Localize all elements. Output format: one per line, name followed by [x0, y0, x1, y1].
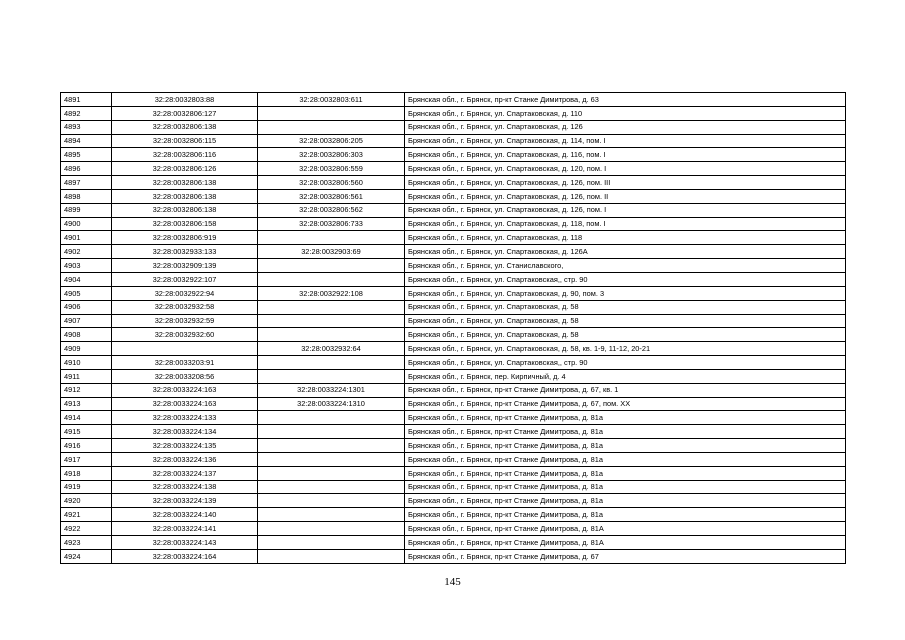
table-row [61, 245, 846, 259]
cadastral-number-cell: 32:28:0033224:139 [112, 494, 258, 508]
premises-cadastral-number-cell [258, 328, 405, 342]
address-cell: Брянская обл., г. Брянск, ул. Спартаковская, д. 126, пом. I [405, 203, 846, 217]
premises-cadastral-number-cell [258, 272, 405, 286]
premises-cadastral-number-cell: 32:28:0032806:303 [258, 148, 405, 162]
table-row [61, 259, 846, 273]
premises-cadastral-number-cell: 32:28:0032806:205 [258, 134, 405, 148]
table-row [61, 300, 846, 314]
cadastral-number-cell: 32:28:0033224:164 [112, 549, 258, 563]
table-row [61, 508, 846, 522]
table-row [61, 217, 846, 231]
address-cell: Брянская обл., г. Брянск, ул. Спартаковская, д. 126А [405, 245, 846, 259]
table-row [61, 342, 846, 356]
cadastral-number-cell: 32:28:0032803:88 [112, 93, 258, 107]
table-row [61, 411, 846, 425]
address-cell: Брянская обл., г. Брянск, ул. Спартаковская, д. 58 [405, 300, 846, 314]
row-number-cell: 4897 [61, 176, 112, 190]
table-row [61, 425, 846, 439]
row-number-cell: 4912 [61, 383, 112, 397]
cadastral-number-cell: 32:28:0032932:58 [112, 300, 258, 314]
table-row [61, 314, 846, 328]
cadastral-number-cell: 32:28:0033224:136 [112, 452, 258, 466]
cadastral-number-cell: 32:28:0032932:60 [112, 328, 258, 342]
premises-cadastral-number-cell [258, 536, 405, 550]
address-cell: Брянская обл., г. Брянск, ул. Спартаковская, д. 58 [405, 314, 846, 328]
registry-table-body [61, 93, 846, 564]
cadastral-number-cell [112, 342, 258, 356]
address-cell: Брянская обл., г. Брянск, пр-кт Станке Димитрова, д. 81а [405, 425, 846, 439]
cadastral-number-cell: 32:28:0032806:138 [112, 176, 258, 190]
table-row [61, 536, 846, 550]
cadastral-number-cell: 32:28:0033224:138 [112, 480, 258, 494]
premises-cadastral-number-cell: 32:28:0032803:611 [258, 93, 405, 107]
table-row [61, 452, 846, 466]
cadastral-number-cell: 32:28:0033224:163 [112, 397, 258, 411]
address-cell: Брянская обл., г. Брянск, пр-кт Станке Димитрова, д. 63 [405, 93, 846, 107]
row-number-cell: 4914 [61, 411, 112, 425]
address-cell: Брянская обл., г. Брянск, пр-кт Станке Димитрова, д. 81а [405, 494, 846, 508]
premises-cadastral-number-cell [258, 508, 405, 522]
premises-cadastral-number-cell [258, 466, 405, 480]
address-cell: Брянская обл., г. Брянск, пр-кт Станке Димитрова, д. 81а [405, 411, 846, 425]
address-cell: Брянская обл., г. Брянск, ул. Спартаковская, д. 58 [405, 328, 846, 342]
cadastral-number-cell: 32:28:0033224:135 [112, 439, 258, 453]
row-number-cell: 4920 [61, 494, 112, 508]
row-number-cell: 4903 [61, 259, 112, 273]
row-number-cell: 4921 [61, 508, 112, 522]
row-number-cell: 4894 [61, 134, 112, 148]
table-row [61, 439, 846, 453]
premises-cadastral-number-cell [258, 522, 405, 536]
row-number-cell: 4892 [61, 106, 112, 120]
premises-cadastral-number-cell: 32:28:0032922:108 [258, 286, 405, 300]
address-cell: Брянская обл., г. Брянск, пр-кт Станке Димитрова, д. 81а [405, 480, 846, 494]
table-row [61, 272, 846, 286]
address-cell: Брянская обл., г. Брянск, ул. Спартаковская,, стр. 90 [405, 272, 846, 286]
table-row [61, 106, 846, 120]
premises-cadastral-number-cell [258, 120, 405, 134]
cadastral-number-cell: 32:28:0033224:137 [112, 466, 258, 480]
premises-cadastral-number-cell [258, 231, 405, 245]
premises-cadastral-number-cell: 32:28:0033224:1310 [258, 397, 405, 411]
premises-cadastral-number-cell [258, 425, 405, 439]
table-row [61, 494, 846, 508]
cadastral-number-cell: 32:28:0033224:143 [112, 536, 258, 550]
cadastral-number-cell: 32:28:0032933:133 [112, 245, 258, 259]
address-cell: Брянская обл., г. Брянск, пр-кт Станке Димитрова, д. 81а [405, 466, 846, 480]
cadastral-number-cell: 32:28:0033208:56 [112, 369, 258, 383]
row-number-cell: 4904 [61, 272, 112, 286]
row-number-cell: 4911 [61, 369, 112, 383]
table-row [61, 148, 846, 162]
premises-cadastral-number-cell [258, 300, 405, 314]
table-row [61, 189, 846, 203]
cadastral-number-cell: 32:28:0033224:140 [112, 508, 258, 522]
row-number-cell: 4895 [61, 148, 112, 162]
premises-cadastral-number-cell: 32:28:0032806:562 [258, 203, 405, 217]
row-number-cell: 4893 [61, 120, 112, 134]
cadastral-number-cell: 32:28:0032806:919 [112, 231, 258, 245]
address-cell: Брянская обл., г. Брянск, пр-кт Станке Димитрова, д. 67, пом. XX [405, 397, 846, 411]
table-row [61, 120, 846, 134]
row-number-cell: 4918 [61, 466, 112, 480]
row-number-cell: 4896 [61, 162, 112, 176]
address-cell: Брянская обл., г. Брянск, пр-кт Станке Димитрова, д. 67 [405, 549, 846, 563]
cadastral-number-cell: 32:28:0033224:133 [112, 411, 258, 425]
address-cell: Брянская обл., г. Брянск, пр-кт Станке Димитрова, д. 81а [405, 508, 846, 522]
table-row [61, 356, 846, 370]
row-number-cell: 4905 [61, 286, 112, 300]
row-number-cell: 4902 [61, 245, 112, 259]
cadastral-number-cell: 32:28:0033203:91 [112, 356, 258, 370]
address-cell: Брянская обл., г. Брянск, ул. Спартаковская, д. 126, пом. III [405, 176, 846, 190]
row-number-cell: 4916 [61, 439, 112, 453]
cadastral-number-cell: 32:28:0033224:134 [112, 425, 258, 439]
row-number-cell: 4910 [61, 356, 112, 370]
cadastral-number-cell: 32:28:0032909:139 [112, 259, 258, 273]
address-cell: Брянская обл., г. Брянск, ул. Спартаковская, д. 120, пом. I [405, 162, 846, 176]
premises-cadastral-number-cell: 32:28:0032806:561 [258, 189, 405, 203]
address-cell: Брянская обл., г. Брянск, пер. Кирпичный, д. 4 [405, 369, 846, 383]
address-cell: Брянская обл., г. Брянск, пр-кт Станке Димитрова, д. 81А [405, 536, 846, 550]
cadastral-number-cell: 32:28:0032806:138 [112, 120, 258, 134]
cadastral-number-cell: 32:28:0032806:115 [112, 134, 258, 148]
address-cell: Брянская обл., г. Брянск, ул. Спартаковская, д. 114, пом. I [405, 134, 846, 148]
row-number-cell: 4923 [61, 536, 112, 550]
table-row [61, 480, 846, 494]
cadastral-number-cell: 32:28:0032806:138 [112, 203, 258, 217]
address-cell: Брянская обл., г. Брянск, ул. Спартаковская, д. 58, кв. 1-9, 11-12, 20-21 [405, 342, 846, 356]
address-cell: Брянская обл., г. Брянск, пр-кт Станке Димитрова, д. 81а [405, 439, 846, 453]
premises-cadastral-number-cell: 32:28:0033224:1301 [258, 383, 405, 397]
row-number-cell: 4917 [61, 452, 112, 466]
premises-cadastral-number-cell [258, 411, 405, 425]
address-cell: Брянская обл., г. Брянск, ул. Станиславского, [405, 259, 846, 273]
cadastral-number-cell: 32:28:0032806:116 [112, 148, 258, 162]
row-number-cell: 4913 [61, 397, 112, 411]
registry-table [60, 92, 846, 564]
address-cell: Брянская обл., г. Брянск, ул. Спартаковская,, стр. 90 [405, 356, 846, 370]
table-row [61, 231, 846, 245]
table-row [61, 203, 846, 217]
premises-cadastral-number-cell [258, 494, 405, 508]
address-cell: Брянская обл., г. Брянск, пр-кт Станке Димитрова, д. 81А [405, 522, 846, 536]
cadastral-number-cell: 32:28:0032806:127 [112, 106, 258, 120]
premises-cadastral-number-cell [258, 369, 405, 383]
row-number-cell: 4899 [61, 203, 112, 217]
table-row [61, 369, 846, 383]
cadastral-number-cell: 32:28:0032932:59 [112, 314, 258, 328]
cadastral-number-cell: 32:28:0032806:158 [112, 217, 258, 231]
row-number-cell: 4924 [61, 549, 112, 563]
premises-cadastral-number-cell [258, 106, 405, 120]
cadastral-number-cell: 32:28:0032806:138 [112, 189, 258, 203]
table-row [61, 549, 846, 563]
address-cell: Брянская обл., г. Брянск, ул. Спартаковская, д. 126 [405, 120, 846, 134]
address-cell: Брянская обл., г. Брянск, ул. Спартаковская, д. 118, пом. I [405, 217, 846, 231]
table-row [61, 286, 846, 300]
table-row [61, 328, 846, 342]
table-row [61, 397, 846, 411]
table-row [61, 522, 846, 536]
cadastral-number-cell: 32:28:0032806:126 [112, 162, 258, 176]
cadastral-number-cell: 32:28:0032922:107 [112, 272, 258, 286]
cadastral-number-cell: 32:28:0033224:163 [112, 383, 258, 397]
premises-cadastral-number-cell: 32:28:0032932:64 [258, 342, 405, 356]
row-number-cell: 4907 [61, 314, 112, 328]
address-cell: Брянская обл., г. Брянск, пр-кт Станке Димитрова, д. 81а [405, 452, 846, 466]
premises-cadastral-number-cell [258, 452, 405, 466]
table-row [61, 176, 846, 190]
premises-cadastral-number-cell [258, 259, 405, 273]
cadastral-number-cell: 32:28:0033224:141 [112, 522, 258, 536]
premises-cadastral-number-cell [258, 549, 405, 563]
premises-cadastral-number-cell: 32:28:0032806:733 [258, 217, 405, 231]
premises-cadastral-number-cell: 32:28:0032903:69 [258, 245, 405, 259]
premises-cadastral-number-cell: 32:28:0032806:559 [258, 162, 405, 176]
row-number-cell: 4908 [61, 328, 112, 342]
premises-cadastral-number-cell [258, 356, 405, 370]
row-number-cell: 4909 [61, 342, 112, 356]
address-cell: Брянская обл., г. Брянск, пр-кт Станке Димитрова, д. 67, кв. 1 [405, 383, 846, 397]
table-row [61, 93, 846, 107]
row-number-cell: 4901 [61, 231, 112, 245]
row-number-cell: 4922 [61, 522, 112, 536]
row-number-cell: 4915 [61, 425, 112, 439]
address-cell: Брянская обл., г. Брянск, ул. Спартаковская, д. 110 [405, 106, 846, 120]
address-cell: Брянская обл., г. Брянск, ул. Спартаковская, д. 90, пом. 3 [405, 286, 846, 300]
address-cell: Брянская обл., г. Брянск, ул. Спартаковская, д. 118 [405, 231, 846, 245]
table-row [61, 134, 846, 148]
address-cell: Брянская обл., г. Брянск, ул. Спартаковская, д. 116, пом. I [405, 148, 846, 162]
row-number-cell: 4906 [61, 300, 112, 314]
premises-cadastral-number-cell [258, 314, 405, 328]
table-row [61, 383, 846, 397]
row-number-cell: 4919 [61, 480, 112, 494]
table-row [61, 162, 846, 176]
row-number-cell: 4900 [61, 217, 112, 231]
row-number-cell: 4891 [61, 93, 112, 107]
cadastral-number-cell: 32:28:0032922:94 [112, 286, 258, 300]
table-row [61, 466, 846, 480]
premises-cadastral-number-cell [258, 480, 405, 494]
premises-cadastral-number-cell [258, 439, 405, 453]
page-number: 145 [444, 576, 461, 588]
row-number-cell: 4898 [61, 189, 112, 203]
premises-cadastral-number-cell: 32:28:0032806:560 [258, 176, 405, 190]
address-cell: Брянская обл., г. Брянск, ул. Спартаковская, д. 126, пом. II [405, 189, 846, 203]
